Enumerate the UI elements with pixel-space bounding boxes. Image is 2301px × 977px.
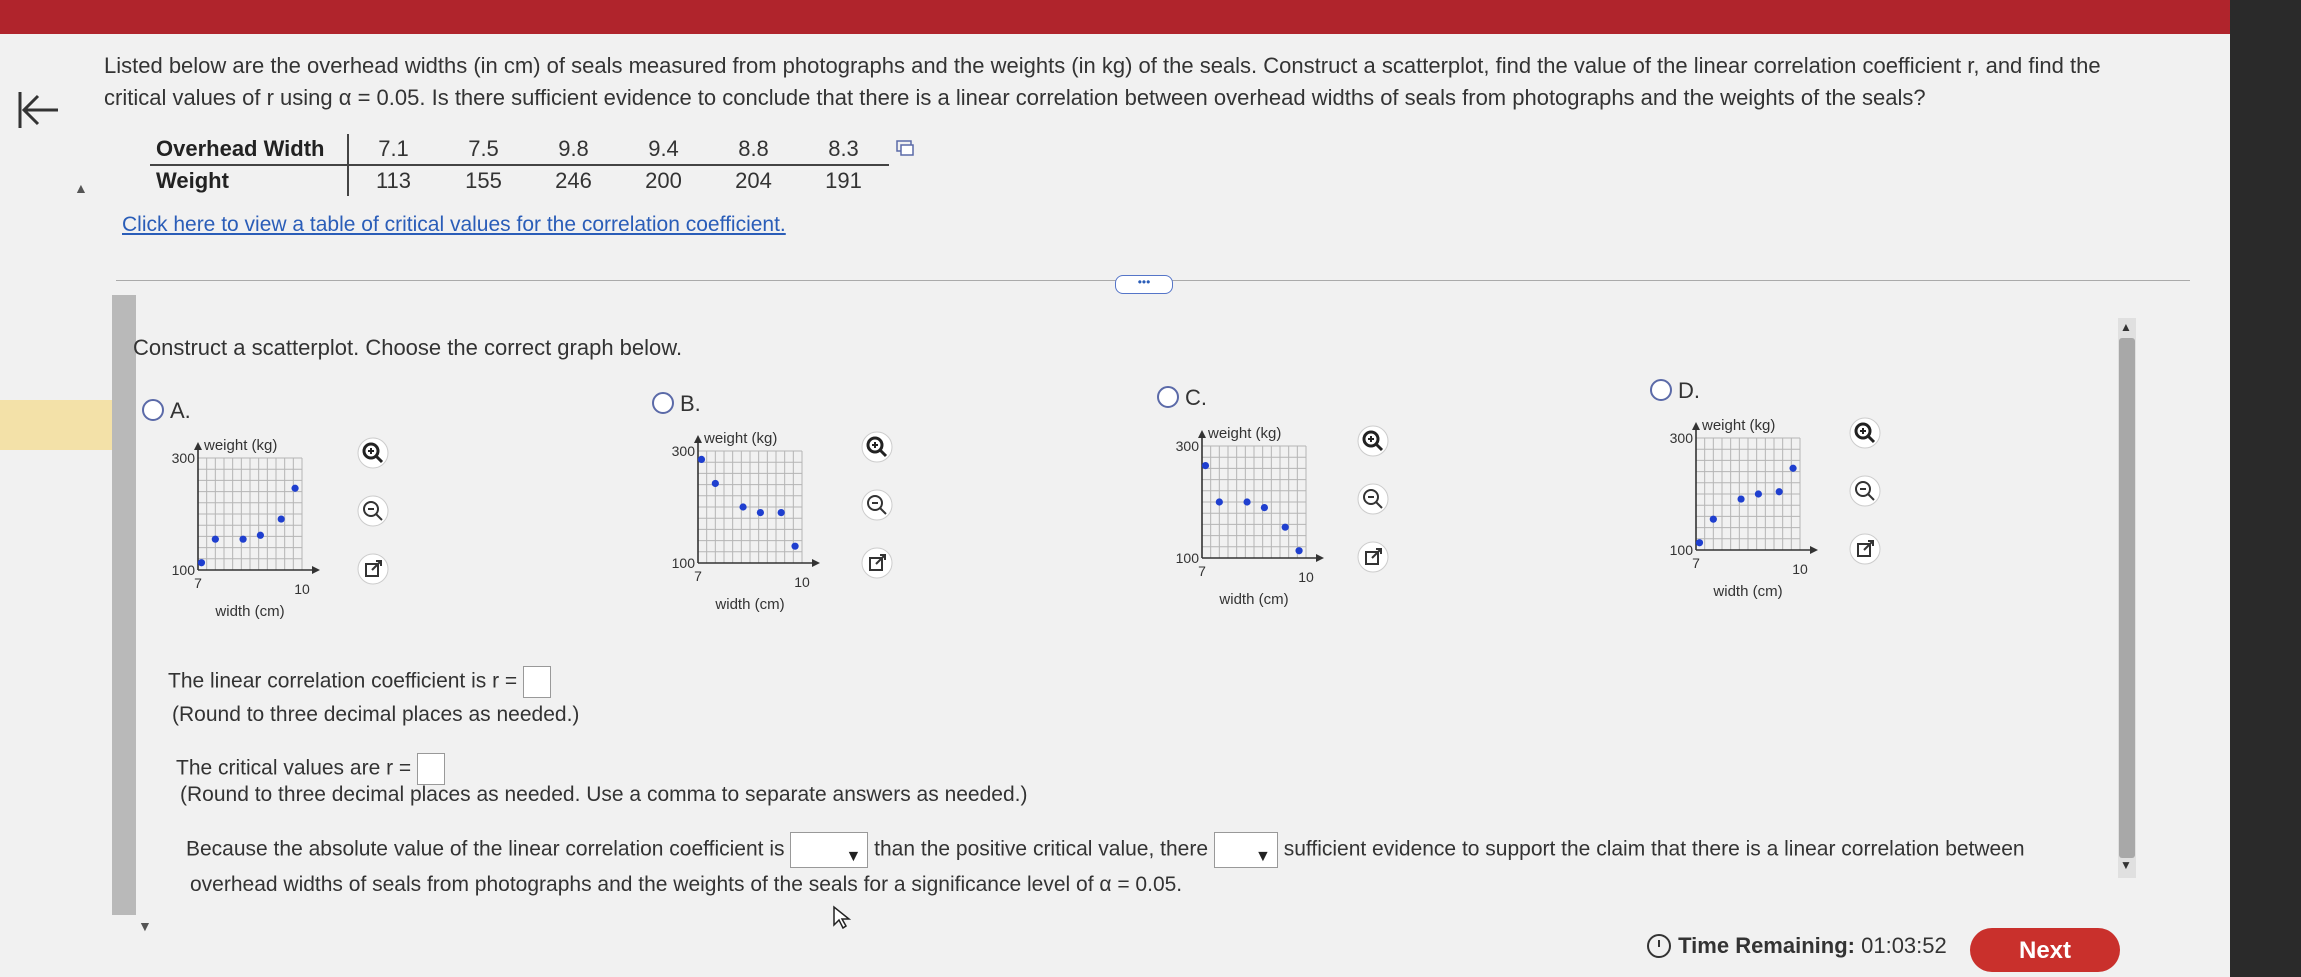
- data-point: [278, 515, 285, 522]
- data-point: [1755, 490, 1762, 497]
- x-axis-arrow: [812, 559, 820, 567]
- open-graph-icon[interactable]: [1356, 540, 1390, 574]
- question-text: Listed below are the overhead widths (in cm) of seals measured from photographs and the weights (in kg) of the seals. Construct a scatterplot, find the value of the linear correlation coefficient r, and find the critical values of r using α = 0.05. Is there sufficient evidence to conclude that there is a linear correlation between overhead widths of seals from photographs and the weights of the seals?: [104, 53, 2101, 110]
- conclusion-part-1: Because the absolute value of the linear correlation coefficient is: [186, 837, 785, 861]
- dropdown-caret-icon: ▼: [845, 848, 862, 865]
- data-point: [1243, 498, 1250, 505]
- table-cell: 8.8: [709, 134, 799, 165]
- r-question-label: The linear correlation coefficient is r =: [168, 669, 518, 693]
- dropdown-caret-icon: ▼: [1255, 848, 1271, 865]
- data-point: [1696, 539, 1703, 546]
- row-header-width: Overhead Width: [150, 134, 348, 165]
- data-table: [150, 134, 889, 196]
- tick-label: 7: [1198, 563, 1206, 579]
- zoom-out-icon[interactable]: [1848, 474, 1882, 508]
- tick-label: 100: [1175, 550, 1199, 566]
- table-cell: 7.5: [439, 134, 529, 165]
- critical-values-link[interactable]: Click here to view a table of critical values for the correlation coefficient.: [122, 213, 786, 236]
- table-cell: 9.4: [619, 134, 709, 165]
- x-axis-label: width (cm): [1713, 583, 1783, 600]
- radio-option-d[interactable]: [1650, 379, 1672, 401]
- data-point: [291, 485, 298, 492]
- left-rail-tab: [0, 400, 112, 450]
- scrollbar-thumb[interactable]: [2119, 338, 2135, 858]
- comparison-dropdown[interactable]: [790, 832, 868, 868]
- zoom-in-icon[interactable]: [860, 430, 894, 464]
- copy-table-icon[interactable]: [896, 140, 914, 156]
- critical-question-label: The critical values are r =: [176, 756, 412, 780]
- critical-note: (Round to three decimal places as needed. Use a comma to separate answers as needed.): [180, 783, 1028, 806]
- open-graph-icon[interactable]: [860, 546, 894, 580]
- clock-icon: [1646, 933, 1672, 959]
- conclusion-part-4: overhead widths of seals from photographs and the weights of the seals for a significance level of α = 0.05.: [190, 873, 1183, 896]
- window-edge: [2230, 0, 2301, 977]
- tick-label: 10: [1792, 561, 1808, 577]
- evidence-dropdown[interactable]: [1214, 832, 1278, 868]
- zoom-in-icon[interactable]: [1356, 424, 1390, 458]
- tick-label: 300: [1175, 438, 1199, 454]
- data-point: [212, 536, 219, 543]
- y-axis-label: weight (kg): [704, 430, 778, 447]
- back-arrow-icon[interactable]: [14, 86, 62, 134]
- tick-label: 7: [1692, 555, 1700, 571]
- data-point: [1710, 516, 1717, 523]
- time-value: 01:03:52: [1861, 933, 1947, 958]
- data-point: [778, 509, 785, 516]
- tick-label: 7: [194, 575, 202, 591]
- y-axis-arrow: [1198, 430, 1206, 438]
- option-a-label: A.: [170, 398, 191, 423]
- zoom-out-icon[interactable]: [1356, 482, 1390, 516]
- y-axis-arrow: [194, 442, 202, 450]
- data-point: [1282, 524, 1289, 531]
- data-point: [257, 532, 264, 539]
- option-a[interactable]: [142, 398, 191, 424]
- tick-label: 10: [794, 574, 810, 590]
- scroll-up-arrow-icon[interactable]: ▲: [2120, 320, 2132, 334]
- open-graph-icon[interactable]: [1848, 532, 1882, 566]
- zoom-in-icon[interactable]: [356, 436, 390, 470]
- next-button[interactable]: Next: [1970, 928, 2120, 972]
- table-cell: 191: [825, 168, 862, 193]
- rail-up-arrow-icon[interactable]: ▲: [74, 180, 88, 196]
- data-point: [1737, 495, 1744, 502]
- tick-label: 100: [671, 555, 695, 571]
- rail-down-arrow-icon[interactable]: ▼: [138, 918, 152, 934]
- table-cell: 7.1: [348, 134, 439, 165]
- x-axis-arrow: [312, 566, 320, 574]
- x-axis-arrow: [1810, 546, 1818, 554]
- y-axis-label: weight (kg): [204, 437, 278, 454]
- row-header-weight: Weight: [150, 165, 348, 196]
- open-graph-icon[interactable]: [356, 552, 390, 586]
- data-point: [712, 480, 719, 487]
- left-rail: [112, 295, 136, 915]
- zoom-in-icon[interactable]: [1848, 416, 1882, 450]
- zoom-out-icon[interactable]: [356, 494, 390, 528]
- conclusion-sentence: [186, 832, 2066, 868]
- graph-option-a: [156, 428, 356, 624]
- y-axis-label: weight (kg): [1208, 425, 1282, 442]
- option-c-label: C.: [1185, 385, 1207, 410]
- radio-option-c[interactable]: [1157, 386, 1179, 408]
- data-point: [739, 503, 746, 510]
- x-axis-label: width (cm): [1219, 591, 1289, 608]
- scatterplot-prompt: Construct a scatterplot. Choose the correct graph below.: [133, 335, 683, 360]
- top-bar: [0, 0, 2230, 34]
- table-cell: 200: [645, 168, 682, 193]
- option-d[interactable]: [1650, 378, 1700, 404]
- y-axis-arrow: [694, 435, 702, 443]
- table-cell: 8.3: [799, 134, 889, 165]
- tick-label: 10: [294, 581, 310, 597]
- data-point: [1216, 498, 1223, 505]
- r-note: (Round to three decimal places as needed.): [172, 703, 580, 726]
- x-axis-label: width (cm): [715, 596, 785, 613]
- table-cell: 113: [375, 168, 412, 193]
- r-question: [168, 666, 551, 698]
- data-point: [1295, 547, 1302, 554]
- radio-option-a[interactable]: [142, 399, 164, 421]
- table-cell: 9.8: [529, 134, 619, 165]
- tick-label: 10: [1298, 569, 1314, 585]
- table-row: [150, 134, 889, 165]
- data-point: [757, 509, 764, 516]
- table-cell: 204: [735, 168, 772, 193]
- tick-label: 300: [671, 443, 695, 459]
- option-c[interactable]: [1157, 385, 1207, 411]
- tick-label: 7: [694, 568, 702, 584]
- data-point: [1202, 462, 1209, 469]
- option-d-label: D.: [1678, 378, 1700, 403]
- x-axis-label: width (cm): [215, 603, 285, 620]
- conclusion-part-2: than the positive critical value, there: [874, 837, 1209, 861]
- mouse-cursor-icon: [832, 905, 852, 929]
- zoom-out-icon[interactable]: [860, 488, 894, 522]
- data-point: [791, 543, 798, 550]
- x-axis-arrow: [1316, 554, 1324, 562]
- radio-option-b[interactable]: [652, 392, 674, 414]
- tick-label: 100: [1669, 542, 1693, 558]
- r-answer-input[interactable]: [523, 666, 551, 698]
- option-b[interactable]: [652, 391, 701, 417]
- table-cell: 155: [465, 168, 502, 193]
- scroll-down-arrow-icon[interactable]: ▼: [2120, 858, 2132, 872]
- data-point: [1776, 488, 1783, 495]
- time-remaining: [1646, 933, 1947, 959]
- y-axis-label: weight (kg): [1702, 417, 1776, 434]
- table-row: [150, 165, 889, 196]
- conclusion-part-3: sufficient evidence to support the claim that there is a linear correlation between: [1283, 837, 2025, 861]
- graph-option-c: [1160, 416, 1360, 612]
- data-point: [239, 536, 246, 543]
- tick-label: 300: [1669, 430, 1693, 446]
- y-axis-arrow: [1692, 422, 1700, 430]
- data-point: [698, 456, 705, 463]
- option-b-label: B.: [680, 391, 701, 416]
- table-cell: 246: [555, 168, 592, 193]
- tick-label: 100: [171, 562, 195, 578]
- graph-option-d: [1654, 408, 1854, 604]
- data-point: [198, 559, 205, 566]
- time-label: Time Remaining:: [1678, 933, 1855, 958]
- data-point: [1261, 504, 1268, 511]
- graph-option-b: [656, 421, 856, 617]
- expand-more-button[interactable]: •••: [1115, 275, 1173, 294]
- tick-label: 300: [171, 450, 195, 466]
- data-point: [1789, 465, 1796, 472]
